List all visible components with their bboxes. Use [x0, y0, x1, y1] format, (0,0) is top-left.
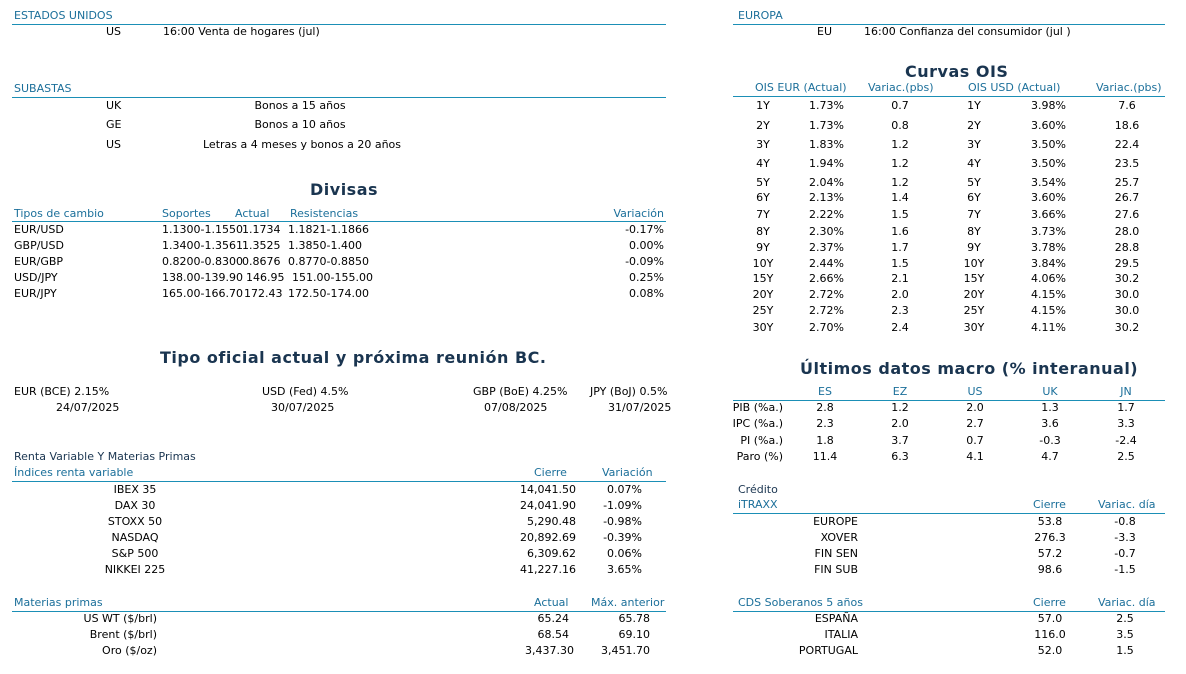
ois-usd-value: 3.60%	[1031, 191, 1066, 204]
fx-support: 0.8200-0.8300	[162, 255, 243, 268]
cds-close: 116.0	[1034, 628, 1066, 641]
ois-eur-value: 2.66%	[809, 272, 844, 285]
ois-usd-change: 27.6	[1114, 208, 1140, 221]
macro-row-label: IPC (%a.)	[732, 417, 783, 430]
macro-value: 0.7	[966, 434, 984, 447]
rate-label: GBP (BoE) 4.25%	[473, 385, 568, 398]
ois-header-usd: OIS USD (Actual)	[968, 81, 1061, 94]
credit-title: Crédito	[738, 483, 778, 496]
europe-event-desc: 16:00 Confianza del consumidor (jul )	[864, 25, 1071, 38]
fx-change: 0.25%	[629, 271, 664, 284]
ois-tenor: 6Y	[756, 191, 770, 204]
ois-tenor: 9Y	[756, 241, 770, 254]
commodity-prev-max: 65.78	[618, 612, 650, 625]
credit-change: -0.8	[1114, 515, 1136, 528]
ois-tenor: 3Y	[967, 138, 981, 151]
ois-tenor: 1Y	[756, 99, 770, 112]
equity-change: 0.07%	[607, 483, 642, 496]
ois-tenor: 9Y	[967, 241, 981, 254]
auction-country: US	[106, 138, 122, 151]
macro-value: 2.8	[816, 401, 834, 414]
fx-current: 0.8676	[242, 255, 281, 268]
commodity-name: US WT ($/brl)	[83, 612, 157, 625]
ois-eur-change: 1.4	[891, 191, 909, 204]
ois-usd-change: 30.2	[1114, 321, 1140, 334]
fx-change: 0.08%	[629, 287, 664, 300]
ois-eur-change: 1.2	[891, 138, 909, 151]
ois-usd-change: 28.0	[1114, 225, 1140, 238]
cds-close: 52.0	[1037, 644, 1063, 657]
rate-date: 07/08/2025	[484, 401, 548, 414]
macro-value: 4.1	[966, 450, 984, 463]
ois-tenor: 7Y	[756, 208, 770, 221]
ois-eur-change: 1.6	[891, 225, 909, 238]
fx-resistance: 1.3850-1.400	[288, 239, 362, 252]
fx-header-support: Soportes	[162, 207, 211, 220]
auction-desc: Letras a 4 meses y bonos a 20 años	[203, 138, 401, 151]
ois-eur-value: 1.73%	[809, 119, 844, 132]
ois-tenor: 15Y	[752, 272, 774, 285]
fx-resistance: 0.8770-0.8850	[288, 255, 369, 268]
macro-value: 1.3	[1041, 401, 1059, 414]
ois-eur-value: 2.70%	[809, 321, 844, 334]
ois-eur-value: 1.83%	[809, 138, 844, 151]
fx-pair: GBP/USD	[14, 239, 64, 252]
ois-tenor: 25Y	[963, 304, 985, 317]
ois-tenor: 7Y	[967, 208, 981, 221]
fx-support: 1.1300-1.1550	[162, 223, 243, 236]
ois-tenor: 25Y	[752, 304, 774, 317]
credit-close: 98.6	[1037, 563, 1063, 576]
cds-name: ITALIA	[824, 628, 858, 641]
credit-divider	[733, 513, 1165, 514]
equities-header-change: Variación	[602, 466, 653, 479]
commodity-current: 3,437.30	[525, 644, 574, 657]
commodity-name: Brent ($/brl)	[89, 628, 157, 641]
ois-tenor: 2Y	[967, 119, 981, 132]
ois-eur-value: 2.72%	[809, 304, 844, 317]
ois-usd-change: 23.5	[1114, 157, 1140, 170]
fx-support: 138.00-139.90	[162, 271, 243, 284]
macro-col-header: EZ	[892, 385, 908, 398]
ois-usd-value: 3.84%	[1031, 257, 1066, 270]
ois-usd-change: 28.8	[1114, 241, 1140, 254]
ois-usd-value: 4.15%	[1031, 304, 1066, 317]
macro-col-header: ES	[818, 385, 832, 398]
macro-row-label: Paro (%)	[736, 450, 783, 463]
ois-tenor: 4Y	[756, 157, 770, 170]
rates-title: Tipo oficial actual y próxima reunión BC.	[160, 348, 547, 367]
auctions-section-title: SUBASTAS	[14, 82, 72, 95]
equity-name: IBEX 35	[113, 483, 157, 496]
credit-name: XOVER	[820, 531, 858, 544]
credit-name: FIN SUB	[814, 563, 858, 576]
ois-eur-change: 1.2	[891, 157, 909, 170]
ois-usd-change: 25.7	[1114, 176, 1140, 189]
equity-close: 5,290.48	[527, 515, 576, 528]
equities-divider	[12, 481, 666, 482]
ois-tenor: 8Y	[756, 225, 770, 238]
macro-col-header: US	[967, 385, 983, 398]
commodity-current: 68.54	[537, 628, 569, 641]
ois-tenor: 20Y	[752, 288, 774, 301]
ois-usd-value: 3.50%	[1031, 157, 1066, 170]
rate-label: EUR (BCE) 2.15%	[14, 385, 110, 398]
equity-change: -0.98%	[603, 515, 642, 528]
ois-eur-change: 2.0	[891, 288, 909, 301]
credit-header-close: Cierre	[1033, 498, 1066, 511]
macro-row-label: PIB (%a.)	[732, 401, 783, 414]
commodity-current: 65.24	[537, 612, 569, 625]
usa-event-country: US	[106, 25, 122, 38]
equity-close: 24,041.90	[520, 499, 576, 512]
auction-country: GE	[106, 118, 122, 131]
commodity-prev-max: 3,451.70	[601, 644, 650, 657]
ois-eur-change: 1.2	[891, 176, 909, 189]
ois-eur-value: 2.13%	[809, 191, 844, 204]
ois-usd-change: 30.2	[1114, 272, 1140, 285]
equity-close: 14,041.50	[520, 483, 576, 496]
cds-header-close: Cierre	[1033, 596, 1066, 609]
ois-eur-change: 2.4	[891, 321, 909, 334]
macro-value: 2.0	[891, 417, 909, 430]
ois-eur-value: 2.44%	[809, 257, 844, 270]
ois-eur-value: 2.72%	[809, 288, 844, 301]
credit-header-name: iTRAXX	[738, 498, 778, 511]
ois-usd-change: 26.7	[1114, 191, 1140, 204]
ois-eur-change: 2.3	[891, 304, 909, 317]
cds-change: 1.5	[1116, 644, 1134, 657]
fx-header-change: Variación	[613, 207, 664, 220]
macro-value: 3.3	[1117, 417, 1135, 430]
fx-support: 1.3400-1.3561	[162, 239, 243, 252]
equity-close: 20,892.69	[520, 531, 576, 544]
macro-value: 3.7	[891, 434, 909, 447]
macro-value: 2.3	[816, 417, 834, 430]
usa-event-desc: 16:00 Venta de hogares (jul)	[163, 25, 320, 38]
ois-eur-change: 0.8	[891, 119, 909, 132]
fx-current: 172.43	[244, 287, 283, 300]
macro-value: 2.7	[966, 417, 984, 430]
auction-desc: Bonos a 10 años	[254, 118, 346, 131]
fx-resistance: 172.50-174.00	[288, 287, 369, 300]
credit-change: -3.3	[1114, 531, 1136, 544]
fx-divider	[12, 221, 666, 222]
fx-change: -0.17%	[625, 223, 664, 236]
macro-value: 6.3	[891, 450, 909, 463]
ois-eur-value: 2.04%	[809, 176, 844, 189]
ois-tenor: 5Y	[967, 176, 981, 189]
fx-change: 0.00%	[629, 239, 664, 252]
equity-close: 6,309.62	[527, 547, 576, 560]
credit-close: 57.2	[1037, 547, 1063, 560]
rate-date: 24/07/2025	[56, 401, 120, 414]
credit-header-change: Variac. día	[1098, 498, 1156, 511]
ois-tenor: 10Y	[752, 257, 774, 270]
rate-date: 30/07/2025	[271, 401, 335, 414]
fx-pair: USD/JPY	[14, 271, 58, 284]
ois-usd-value: 4.11%	[1031, 321, 1066, 334]
fx-current: 1.1734	[242, 223, 281, 236]
fx-current: 146.95	[246, 271, 285, 284]
equity-name: NASDAQ	[111, 531, 159, 544]
cds-change: 3.5	[1116, 628, 1134, 641]
ois-tenor: 3Y	[756, 138, 770, 151]
ois-usd-value: 3.98%	[1031, 99, 1066, 112]
equity-name: STOXX 50	[107, 515, 163, 528]
macro-value: 1.7	[1117, 401, 1135, 414]
credit-close: 276.3	[1034, 531, 1066, 544]
ois-tenor: 4Y	[967, 157, 981, 170]
equities-header-name: Índices renta variable	[14, 466, 134, 479]
ois-usd-change: 30.0	[1114, 304, 1140, 317]
fx-change: -0.09%	[625, 255, 664, 268]
ois-usd-value: 4.15%	[1031, 288, 1066, 301]
cds-header-change: Variac. día	[1098, 596, 1156, 609]
ois-tenor: 5Y	[756, 176, 770, 189]
credit-name: EUROPE	[813, 515, 858, 528]
macro-col-header: JN	[1120, 385, 1132, 398]
fx-pair: EUR/JPY	[14, 287, 57, 300]
ois-eur-change: 2.1	[891, 272, 909, 285]
ois-usd-value: 3.60%	[1031, 119, 1066, 132]
ois-usd-value: 3.73%	[1031, 225, 1066, 238]
ois-usd-value: 3.54%	[1031, 176, 1066, 189]
rate-label: USD (Fed) 4.5%	[262, 385, 349, 398]
equities-header-close: Cierre	[534, 466, 567, 479]
fx-header-current: Actual	[235, 207, 270, 220]
fx-resistance: 1.1821-1.1866	[288, 223, 369, 236]
credit-close: 53.8	[1037, 515, 1063, 528]
ois-tenor: 2Y	[756, 119, 770, 132]
equity-change: 3.65%	[607, 563, 642, 576]
ois-header-usd-change: Variac.(pbs)	[1096, 81, 1162, 94]
commodities-header-prev-max: Máx. anterior	[591, 596, 665, 609]
ois-eur-change: 1.7	[891, 241, 909, 254]
ois-title: Curvas OIS	[905, 62, 1009, 81]
macro-title: Últimos datos macro (% interanual)	[800, 359, 1139, 378]
ois-usd-change: 30.0	[1114, 288, 1140, 301]
credit-name: FIN SEN	[814, 547, 858, 560]
ois-tenor: 1Y	[967, 99, 981, 112]
cds-name: PORTUGAL	[798, 644, 858, 657]
ois-usd-value: 3.78%	[1031, 241, 1066, 254]
usa-section-title: ESTADOS UNIDOS	[14, 9, 113, 22]
commodities-header-current: Actual	[534, 596, 569, 609]
ois-tenor: 15Y	[963, 272, 985, 285]
macro-value: 3.6	[1041, 417, 1059, 430]
cds-name: ESPAÑA	[814, 612, 858, 625]
auction-country: UK	[106, 99, 122, 112]
fx-header-pair: Tipos de cambio	[14, 207, 104, 220]
macro-value: 1.2	[891, 401, 909, 414]
macro-value: 2.0	[966, 401, 984, 414]
ois-header-eur-change: Variac.(pbs)	[868, 81, 934, 94]
cds-close: 57.0	[1037, 612, 1063, 625]
ois-eur-change: 1.5	[891, 257, 909, 270]
auctions-divider	[12, 97, 666, 98]
ois-divider	[733, 96, 1165, 97]
equities-section-title: Renta Variable Y Materias Primas	[14, 450, 196, 463]
ois-usd-change: 22.4	[1114, 138, 1140, 151]
equity-change: -0.39%	[603, 531, 642, 544]
equity-name: S&P 500	[111, 547, 159, 560]
credit-change: -0.7	[1114, 547, 1136, 560]
fx-support: 165.00-166.70	[162, 287, 243, 300]
ois-tenor: 20Y	[963, 288, 985, 301]
ois-eur-value: 1.94%	[809, 157, 844, 170]
macro-value: -0.3	[1039, 434, 1061, 447]
macro-row-label: PI (%a.)	[740, 434, 783, 447]
ois-usd-value: 3.66%	[1031, 208, 1066, 221]
equity-close: 41,227.16	[520, 563, 576, 576]
ois-eur-value: 2.22%	[809, 208, 844, 221]
macro-col-header: UK	[1042, 385, 1058, 398]
ois-usd-change: 7.6	[1118, 99, 1136, 112]
macro-value: 2.5	[1117, 450, 1135, 463]
commodity-prev-max: 69.10	[618, 628, 650, 641]
ois-tenor: 30Y	[752, 321, 774, 334]
ois-usd-value: 3.50%	[1031, 138, 1066, 151]
macro-value: 4.7	[1041, 450, 1059, 463]
ois-usd-value: 4.06%	[1031, 272, 1066, 285]
macro-value: -2.4	[1115, 434, 1137, 447]
ois-header-eur: OIS EUR (Actual)	[755, 81, 847, 94]
macro-value: 1.8	[816, 434, 834, 447]
ois-tenor: 30Y	[963, 321, 985, 334]
fx-current: 1.3525	[242, 239, 281, 252]
ois-eur-change: 0.7	[891, 99, 909, 112]
rate-date: 31/07/2025	[608, 401, 672, 414]
ois-eur-value: 2.30%	[809, 225, 844, 238]
europe-section-title: EUROPA	[738, 9, 783, 22]
equity-change: -1.09%	[603, 499, 642, 512]
ois-tenor: 6Y	[967, 191, 981, 204]
fx-title: Divisas	[310, 180, 379, 199]
fx-pair: EUR/USD	[14, 223, 64, 236]
fx-resistance: 151.00-155.00	[292, 271, 373, 284]
cds-change: 2.5	[1116, 612, 1134, 625]
fx-pair: EUR/GBP	[14, 255, 64, 268]
ois-tenor: 10Y	[963, 257, 985, 270]
commodity-name: Oro ($/oz)	[102, 644, 157, 657]
ois-usd-change: 18.6	[1114, 119, 1140, 132]
ois-eur-value: 2.37%	[809, 241, 844, 254]
auction-desc: Bonos a 15 años	[254, 99, 346, 112]
ois-usd-change: 29.5	[1114, 257, 1140, 270]
commodities-header-name: Materias primas	[14, 596, 103, 609]
ois-tenor: 8Y	[967, 225, 981, 238]
equity-change: 0.06%	[607, 547, 642, 560]
macro-value: 11.4	[812, 450, 838, 463]
equity-name: DAX 30	[114, 499, 156, 512]
credit-change: -1.5	[1114, 563, 1136, 576]
europe-event-country: EU	[817, 25, 833, 38]
equity-name: NIKKEI 225	[104, 563, 166, 576]
rate-label: JPY (BoJ) 0.5%	[590, 385, 668, 398]
ois-eur-value: 1.73%	[809, 99, 844, 112]
fx-header-resistance: Resistencias	[290, 207, 359, 220]
ois-eur-change: 1.5	[891, 208, 909, 221]
cds-header-name: CDS Soberanos 5 años	[738, 596, 863, 609]
